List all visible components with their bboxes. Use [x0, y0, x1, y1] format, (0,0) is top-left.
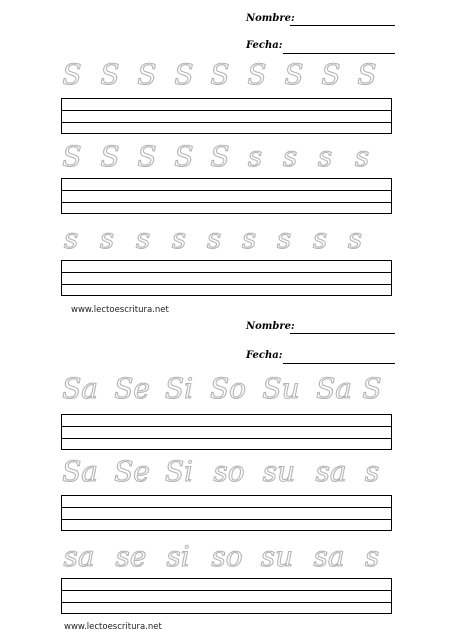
trace-glyph: s — [312, 222, 328, 255]
fecha-line — [283, 53, 395, 54]
nombre-label: Nombre: — [246, 13, 295, 24]
trace-glyph: Se — [114, 372, 150, 405]
website-url: www.lectoescritura.net — [71, 305, 169, 315]
trace-glyph: su — [262, 455, 296, 488]
trace-glyph: Su — [262, 372, 300, 405]
trace-glyph: S — [174, 58, 194, 91]
nombre-line — [290, 333, 395, 334]
trace-glyph: s — [276, 222, 292, 255]
trace-glyph: S — [362, 372, 382, 405]
trace-glyph: s — [241, 222, 257, 255]
trace-glyph: S — [137, 58, 157, 91]
trace-glyph: s — [247, 140, 263, 173]
trace-glyph: S — [100, 140, 120, 173]
trace-glyph: Se — [114, 455, 150, 488]
trace-row-6 — [0, 540, 454, 576]
writing-lines-3 — [61, 260, 392, 296]
trace-glyph: S — [210, 58, 230, 91]
trace-glyph: sa — [63, 540, 95, 573]
fecha-label: Fecha: — [246, 40, 283, 51]
trace-glyph: s — [347, 222, 363, 255]
trace-glyph: s — [354, 140, 370, 173]
fecha-label: Fecha: — [246, 350, 283, 361]
writing-lines-4 — [61, 414, 392, 450]
trace-glyph: sa — [315, 455, 347, 488]
trace-glyph: Si — [164, 372, 194, 405]
trace-glyph: s — [364, 455, 380, 488]
nombre-label: Nombre: — [246, 321, 295, 332]
writing-lines-6 — [61, 578, 392, 614]
nombre-line — [290, 25, 395, 26]
trace-glyph: S — [137, 140, 157, 173]
trace-glyph: su — [260, 540, 294, 573]
trace-glyph: Sa — [62, 455, 98, 488]
writing-lines-1 — [61, 98, 392, 134]
trace-glyph: S — [62, 58, 82, 91]
fecha-line — [283, 363, 395, 364]
website-url: www.lectoescritura.net — [64, 622, 162, 632]
trace-glyph: s — [63, 222, 79, 255]
trace-glyph: Si — [164, 455, 194, 488]
trace-glyph: So — [209, 372, 247, 405]
trace-glyph: s — [206, 222, 222, 255]
trace-glyph: s — [317, 140, 333, 173]
trace-glyph: S — [174, 140, 194, 173]
trace-glyph: S — [357, 58, 377, 91]
writing-lines-2 — [61, 178, 392, 214]
trace-glyph: so — [211, 540, 243, 573]
trace-glyph: S — [62, 140, 82, 173]
trace-glyph: s — [99, 222, 115, 255]
trace-glyph: sa — [313, 540, 345, 573]
trace-glyph: S — [247, 58, 267, 91]
writing-lines-5 — [61, 495, 392, 531]
trace-glyph: S — [100, 58, 120, 91]
trace-glyph: S — [321, 58, 341, 91]
trace-glyph: se — [115, 540, 147, 573]
trace-glyph: s — [282, 140, 298, 173]
trace-glyph: Sa — [62, 372, 98, 405]
trace-row-2 — [0, 140, 454, 176]
trace-glyph: S — [210, 140, 230, 173]
trace-glyph: si — [166, 540, 190, 573]
trace-row-4 — [0, 372, 454, 408]
trace-glyph: s — [135, 222, 151, 255]
trace-glyph: s — [171, 222, 187, 255]
trace-row-1 — [0, 58, 454, 94]
trace-glyph: so — [213, 455, 245, 488]
trace-glyph: Sa — [316, 372, 352, 405]
trace-row-3 — [0, 222, 454, 258]
trace-row-5 — [0, 455, 454, 491]
trace-glyph: S — [284, 58, 304, 91]
trace-glyph: s — [364, 540, 380, 573]
